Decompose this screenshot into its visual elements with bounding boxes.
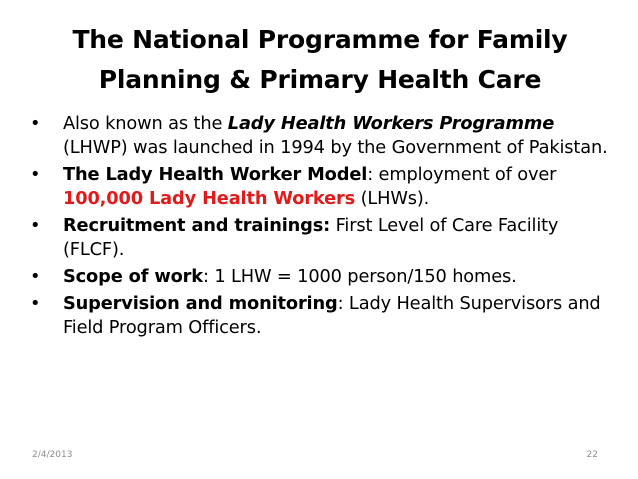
bullet-text: (LHWs). [355,188,430,209]
bullet-heading: Scope of work [63,266,203,287]
bullet-heading: The Lady Health Worker Model [63,164,368,185]
bullet-item-scope [30,265,620,289]
bullet-item-model [30,163,620,211]
bullet-text: : employment of over [367,164,557,185]
bullet-marker: • [30,293,41,314]
title-line-1: The National Programme for Family [72,25,568,54]
bullet-text: : 1 LHW = 1000 person/150 homes. [202,266,517,287]
bullet-text: Also known as the [63,113,228,134]
bullet-item-recruitment [30,214,620,262]
footer-date: 2/4/2013 [32,450,73,460]
bullet-text: : Lady Health Supervisors and Field Program Officers. [63,293,601,338]
bullet-text: First Level of Care Facility (FLCF). [63,215,559,260]
bullet-heading: Supervision and monitoring [63,293,338,314]
bullet-marker: • [30,113,41,134]
footer-page-number: 22 [586,450,598,460]
bullet-highlight: 100,000 Lady Health Workers [63,188,356,209]
bullet-item-supervision [30,292,620,340]
title-line-2: Planning & Primary Health Care [98,65,542,94]
bullet-emphasis: Lady Health Workers Programme [227,113,555,134]
bullet-marker: • [30,215,41,236]
bullet-list [30,112,620,343]
bullet-heading: Recruitment and trainings: [63,215,331,236]
bullet-item-lhwp [30,112,620,160]
bullet-marker: • [30,164,41,185]
slide-title [40,20,600,100]
bullet-text: (LHWP) was launched in 1994 by the Government of Pakistan. [63,137,608,158]
bullet-marker: • [30,266,41,287]
